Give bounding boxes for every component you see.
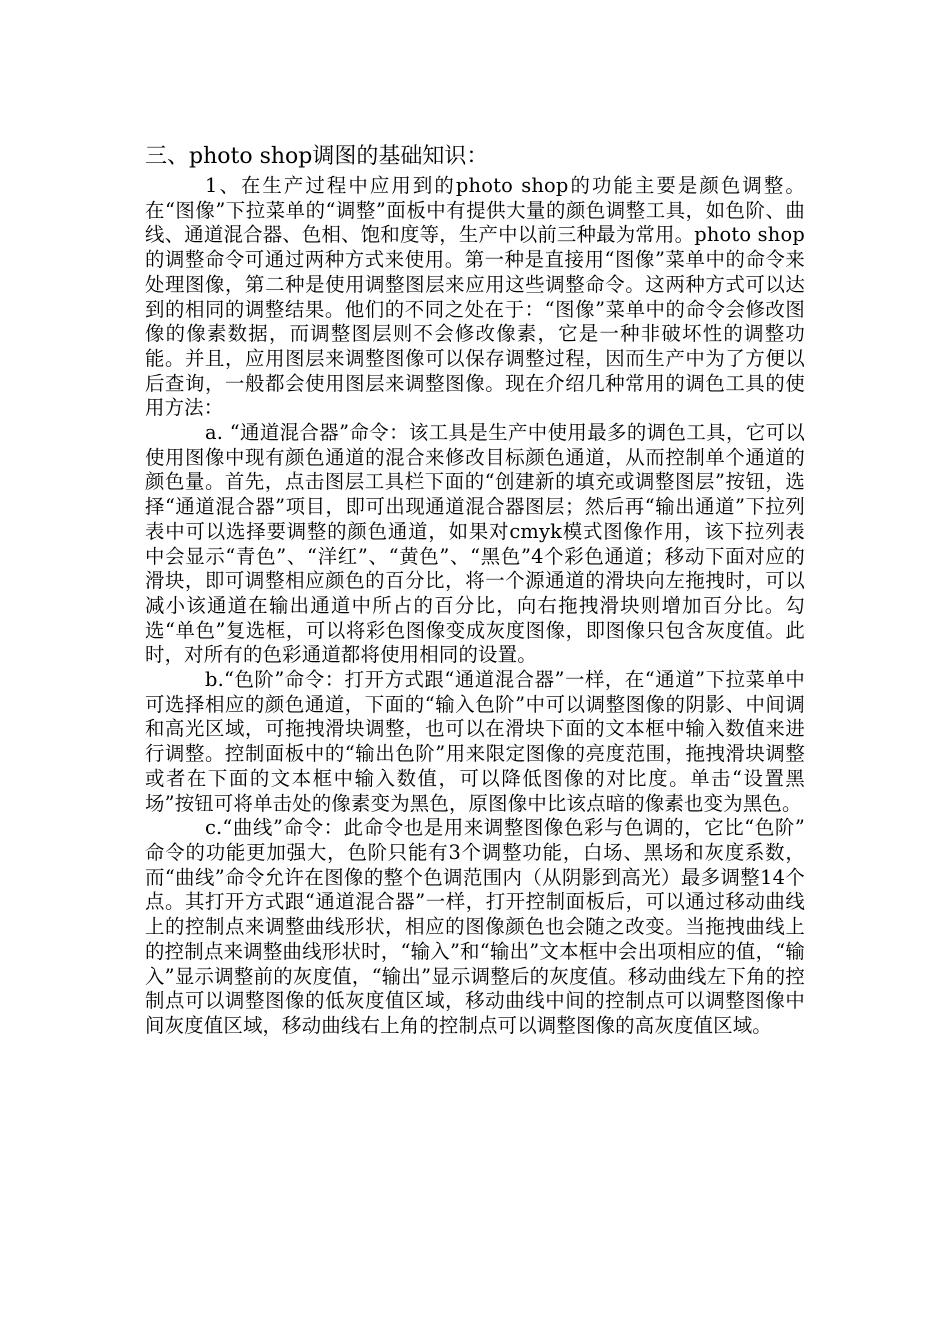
paragraph-curves: c.“曲线”命令：此命令也是用来调整图像色彩与色调的，它比“色阶” 命令的功能更加强大，色阶只能有3个调整功能，白场、黑场和灰度系数，而“曲线”命令允许在图像的整个色调范围内（从阴影到高光）最多调整14个点。其打开方式跟“通道混合器”一样，打开控制面板后，可以通过移动曲线上的控制点来调整曲线形状，相应的图像颜色也会随之改变。当拖拽曲线上的控制点来调整曲线形状时，“输入”和“输出”文本框中会出项相应的值，“输入”显示调整前的灰度值，“输出”显示调整后的灰度值。移动曲线左下角的控制点可以调整图像的低灰度值区域，移动曲线中间的控制点可以调整图像中间灰度值区域，移动曲线右上角的控制点可以调整图像的高灰度值区域。 [145, 816, 805, 1037]
paragraph-channel-mixer: a. “通道混合器”命令：该工具是生产中使用最多的调色工具，它可以使用图像中现有颜色通道的混合来修改目标颜色通道，从而控制单个通道的颜色量。首先，点击图层工具栏下面的“创建新的填充或调整图层”按钮，选择“通道混合器”项目，即可出现通道混合器图层；然后再“输出通道”下拉列表中可以选择要调整的颜色通道，如果对cmyk模式图像作用，该下拉列表中会显示“青色”、“洋红”、“黄色”、“黑色”4个彩色通道；移动下面对应的滑块，即可调整相应颜色的百分比，将一个源通道的滑块向左拖拽时，可以减小该通道在输出通道中所占的百分比，向右拖拽滑块则增加百分比。勾选“单色”复选框，可以将彩色图像变成灰度图像，即图像只包含灰度值。此时，对所有的色彩通道都将使用相同的设置。 [145, 421, 805, 667]
section-heading: 三、photo shop调图的基础知识： [145, 144, 489, 169]
paragraph-levels: b.“色阶”命令：打开方式跟“通道混合器”一样，在“通道”下拉菜单中可选择相应的颜色通道，下面的“输入色阶”中可以调整图像的阴影、中间调和高光区域，可拖拽滑块调整，也可以在滑块下面的文本框中输入数值来进行调整。控制面板中的“输出色阶”用来限定图像的亮度范围，拖拽滑块调整或者在下面的文本框中输入数值，可以降低图像的对比度。单击“设置黑场”按钮可将单击处的像素变为黑色，原图像中比该点暗的像素也变为黑色。 [145, 668, 805, 815]
paragraph-intro: 1、在生产过程中应用到的photo shop的功能主要是颜色调整。在“图像”下拉菜单的“调整”面板中有提供大量的颜色调整工具，如色阶、曲线、通道混合器、色相、饱和度等，生产中以前三种最为常用。photo shop的调整命令可通过两种方式来使用。第一种是直接用“图像”菜单中的命令来处理图像，第二种是使用调整图层来应用这些调整命令。这两种方式可以达到的相同的调整结果。他们的不同之处在于：“图像”菜单中的命令会修改图像的像素数据，而调整图层则不会修改像素，它是一种非破坏性的调整功能。并且，应用图层来调整图像可以保存调整过程，因而生产中为了方便以后查询，一般都会使用图层来调整图像。现在介绍几种常用的调色工具的使用方法： [145, 174, 805, 420]
document-page [145, 140, 805, 1039]
